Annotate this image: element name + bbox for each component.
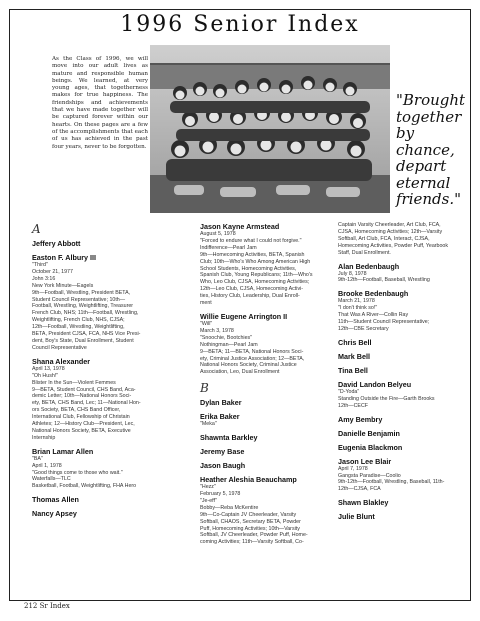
senior-name: Brooke Bedenbaugh: [338, 289, 409, 299]
senior-detail-line: "Meka": [200, 421, 217, 428]
senior-name: Willie Eugene Arrington II: [200, 311, 288, 321]
section-letter: A: [32, 222, 41, 236]
senior-detail-line: ety, Criminal Justice Association; 12—BETA,: [200, 355, 305, 362]
senior-detail-line: Student Council Representative; 10th—: [32, 296, 126, 303]
senior-name: Jason Kayne Armstead: [200, 222, 280, 231]
senior-name: Jeremy Base: [200, 447, 245, 457]
senior-detail-line: Football, Wrestling, Weightlifting, Treasurer: [32, 303, 134, 310]
senior-detail-line: 12th—CBE Secretary: [338, 325, 389, 332]
senior-detail-line: "BA": [32, 455, 43, 462]
senior-name: Shana Alexander: [32, 356, 91, 366]
pull-quote: "Brought together by chance, depart eternal friends.": [396, 91, 466, 208]
senior-detail-line: "Snoochie, Bootchies": [200, 334, 253, 341]
senior-detail-line: ety, BETA, CHS Band, Lec; 11—National Hon-: [32, 400, 141, 407]
senior-detail-line: Spanish Club, Young Republicans; 11th—Who's: [200, 272, 313, 279]
senior-detail-line: Standing Outside the Fire—Garth Brooks: [338, 395, 435, 402]
senior-entry: [338, 262, 473, 285]
senior-detail-line: "Good things come to those who wait.": [32, 469, 123, 476]
senior-detail-line: "Je-eff": [200, 497, 217, 504]
senior-entry: [338, 429, 473, 438]
senior-entry: [200, 312, 360, 376]
senior-name: Jeffery Abbott: [32, 239, 81, 248]
senior-detail-line: October 21, 1977: [32, 268, 73, 275]
senior-detail-line: Homecoming Activities, Powder Puff, Yearbook: [338, 242, 449, 249]
senior-entry: [200, 412, 360, 428]
senior-entry: [200, 398, 360, 407]
class-group-photo: [150, 45, 390, 213]
senior-entry: [32, 509, 192, 518]
senior-detail-line: Who, Leo Club, CJSA, Homecoming Activities;: [200, 279, 310, 286]
senior-entry: [338, 222, 473, 257]
senior-detail-line: "D-Yoda": [338, 388, 360, 395]
senior-entry: [32, 239, 192, 248]
senior-entry: [200, 475, 360, 546]
senior-entry: [338, 415, 473, 424]
senior-detail-line: 9th—Co-Captain JV Cheerleader, Varsity: [200, 511, 297, 518]
senior-detail-line: Basketball, Football, Weightlifting, FHA Hero: [32, 483, 137, 490]
senior-detail-line: February 5, 1978: [200, 491, 241, 498]
senior-entry: [32, 495, 192, 504]
senior-name: Tina Bell: [338, 365, 368, 375]
senior-detail-line: March 3, 1978: [200, 327, 234, 334]
senior-name: Jason Baugh: [200, 461, 246, 471]
senior-entry: [338, 352, 473, 361]
senior-detail-line: March 21, 1978: [338, 298, 375, 305]
senior-detail-line: International Club, Fellowship of Christain: [32, 414, 130, 421]
senior-detail-line: Softball, JV Cheerleader, Powder Puff, Home-: [200, 532, 308, 539]
index-column: [200, 222, 360, 551]
senior-detail-line: Nothingman—Pearl Jam: [200, 341, 258, 348]
senior-detail-line: 9th-12th—Football, Wrestling, Baseball, 11th-: [338, 479, 445, 486]
senior-entry: [338, 289, 473, 333]
senior-entry: [200, 222, 360, 307]
senior-entry: [338, 443, 473, 452]
senior-detail-line: July 8, 1978: [338, 270, 367, 277]
senior-name: Alan Bedenbaugh: [338, 261, 400, 271]
senior-detail-line: 9th—Homecoming Activities, BETA, Spanish: [200, 251, 305, 258]
senior-name: Shawn Blakley: [338, 498, 389, 508]
senior-name: Thomas Allen: [32, 495, 79, 505]
senior-detail-line: ment: [200, 300, 212, 307]
senior-detail-line: French Club, NHS; 11th—Football, Wrestling,: [32, 310, 139, 317]
senior-detail-line: 11th—Student Council Representative;: [338, 319, 430, 326]
index-column: [32, 222, 192, 523]
senior-detail-line: "Third": [32, 262, 48, 268]
senior-detail-line: Weightlifting, French Club, NHS, CJSA;: [32, 317, 125, 324]
senior-detail-line: "Forced to endure what I could not forgive.": [200, 237, 302, 244]
senior-detail-line: Association, Leo, Dual Enrollment: [200, 369, 280, 376]
senior-name: Mark Bell: [338, 351, 370, 361]
senior-detail-line: dent, Boy's State, Dual Enrollment, Student: [32, 337, 134, 344]
senior-name: Easton F. Albury III: [32, 253, 97, 262]
senior-detail-line: National Honors Society, Criminal Justice: [200, 362, 297, 369]
senior-name: Julie Blunt: [338, 512, 375, 522]
senior-detail-line: 12th—Football, Wrestling, Weightlifting,: [32, 324, 125, 331]
senior-detail-line: Gangsta Paradise—Coolio: [338, 472, 401, 479]
senior-name: Heather Aleshia Beauchamp: [200, 475, 297, 485]
senior-entry: [32, 253, 192, 352]
senior-name: Erika Baker: [200, 412, 240, 422]
senior-detail-line: demic Letter; 10th—National Honors Soci-: [32, 393, 132, 400]
senior-detail-line: Softball, CHAOS, Secretary BETA, Powder: [200, 518, 301, 525]
senior-name: Eugenia Blackmon: [338, 442, 403, 452]
senior-detail-line: John 3:16: [32, 275, 56, 282]
senior-detail-line: Puff, Homecoming Activities; 10th—Varsity: [200, 525, 300, 532]
senior-detail-line: School Students, Homecoming Activities,: [200, 265, 297, 272]
senior-detail-line: Waterfalls—TLC: [32, 476, 71, 483]
senior-detail-line: April 1, 1978: [32, 462, 62, 469]
senior-detail-line: 12th—Leo Club, CJSA, Homecoming Activi-: [200, 286, 304, 293]
senior-detail-line: 9th-12th—Football, Baseball, Wrestling: [338, 277, 430, 284]
senior-detail-line: "I don't think so!": [338, 305, 378, 312]
senior-detail-line: Bobby—Reba McKentire: [200, 504, 259, 511]
senior-detail-line: ors Society, BETA, CHS Band Officer,: [32, 407, 121, 414]
senior-entry: [200, 447, 360, 456]
section-letter: B: [200, 381, 209, 396]
senior-detail-line: 9—BETA; 11—BETA, National Honors Soci-: [200, 348, 304, 355]
senior-detail-line: "Oh Hush!": [32, 372, 59, 379]
senior-detail-line: Captain Varsity Cheerleader, Art Club, FCA,: [338, 222, 441, 228]
senior-name: Chris Bell: [338, 337, 372, 347]
senior-entry: [338, 366, 473, 375]
senior-detail-line: National Honors Society, BETA, Executive: [32, 427, 131, 434]
page-footer: 212 Sr Index: [24, 602, 70, 610]
senior-detail-line: Athletes; 12—History Club—President, Lec,: [32, 421, 135, 428]
senior-detail-line: 9—BETA, Student Council, CHS Band, Aca-: [32, 386, 136, 393]
senior-name: Nancy Apsey: [32, 509, 77, 519]
senior-detail-line: Council Representative: [32, 344, 87, 351]
senior-entry: [200, 461, 360, 470]
senior-entry: [338, 338, 473, 347]
senior-name: Danielle Benjamin: [338, 428, 400, 438]
senior-entry: [200, 433, 360, 442]
senior-entry: [338, 457, 473, 494]
senior-entry: [338, 498, 473, 507]
senior-detail-line: "Hezz": [200, 484, 216, 491]
senior-detail-line: CJSA, Homecoming Activities; 12th—Varsity: [338, 228, 443, 235]
senior-detail-line: Club; 10th—Who's Who Among American High: [200, 258, 311, 265]
senior-entry: [338, 380, 473, 410]
senior-detail-line: BETA, President CJSA, FCA, NHS Vice Presi-: [32, 331, 141, 338]
page-title: 1996 Senior Index: [120, 12, 360, 37]
senior-detail-line: Staff, Dual Enrollment.: [338, 249, 391, 256]
senior-detail-line: New York Minute—Eagels: [32, 282, 94, 289]
senior-detail-line: August 5, 1978: [200, 231, 236, 237]
senior-entry: [32, 357, 192, 442]
senior-detail-line: Softball, Art Club, FCA, Interact, CJSA,: [338, 235, 430, 242]
senior-entry: [32, 447, 192, 491]
senior-detail-line: coming Activities; 11th—Varsity Softball, Co-: [200, 539, 304, 546]
senior-name: Brian Lamar Allen: [32, 446, 94, 456]
senior-detail-line: April 13, 1978: [32, 365, 65, 372]
senior-detail-line: Blister In the Sun—Violent Femmes: [32, 379, 116, 386]
senior-name: Dylan Baker: [200, 398, 242, 408]
senior-detail-line: April 7, 1978: [338, 465, 368, 472]
senior-name: Amy Bembry: [338, 414, 383, 424]
senior-name: David Landon Belyeu: [338, 379, 412, 389]
senior-detail-line: 12th—CECF: [338, 402, 369, 409]
group-photo-image: [150, 45, 390, 213]
senior-name: Jason Lee Blair: [338, 456, 392, 466]
senior-detail-line: That Was A River—Collin Ray: [338, 312, 409, 319]
senior-name: Shawnta Barkley: [200, 433, 258, 443]
index-column: [338, 222, 473, 526]
senior-detail-line: "Will": [200, 320, 213, 327]
intro-paragraph: As the Class of 1996, we will move into our adult lives as mature and responsible human beings. We learned, at very young ages, that togetherness makes for true happiness. The friendships and achievements that we have made together will be captured forever within our hearts. On these pages are a few of the accomplishments that each of us has achieved in the past four years, never to be forgotten.: [52, 56, 148, 150]
senior-detail-line: ties, History Club, Leadership, Dual Enroll-: [200, 293, 300, 300]
senior-detail-line: 12th—CJSA, FCA: [338, 486, 381, 493]
senior-detail-line: Indifference—Pearl Jam: [200, 244, 257, 251]
senior-detail-line: Internship: [32, 434, 56, 441]
senior-entry: [338, 512, 473, 521]
senior-detail-line: 9th—Football, Wrestling, President BETA,: [32, 289, 131, 296]
